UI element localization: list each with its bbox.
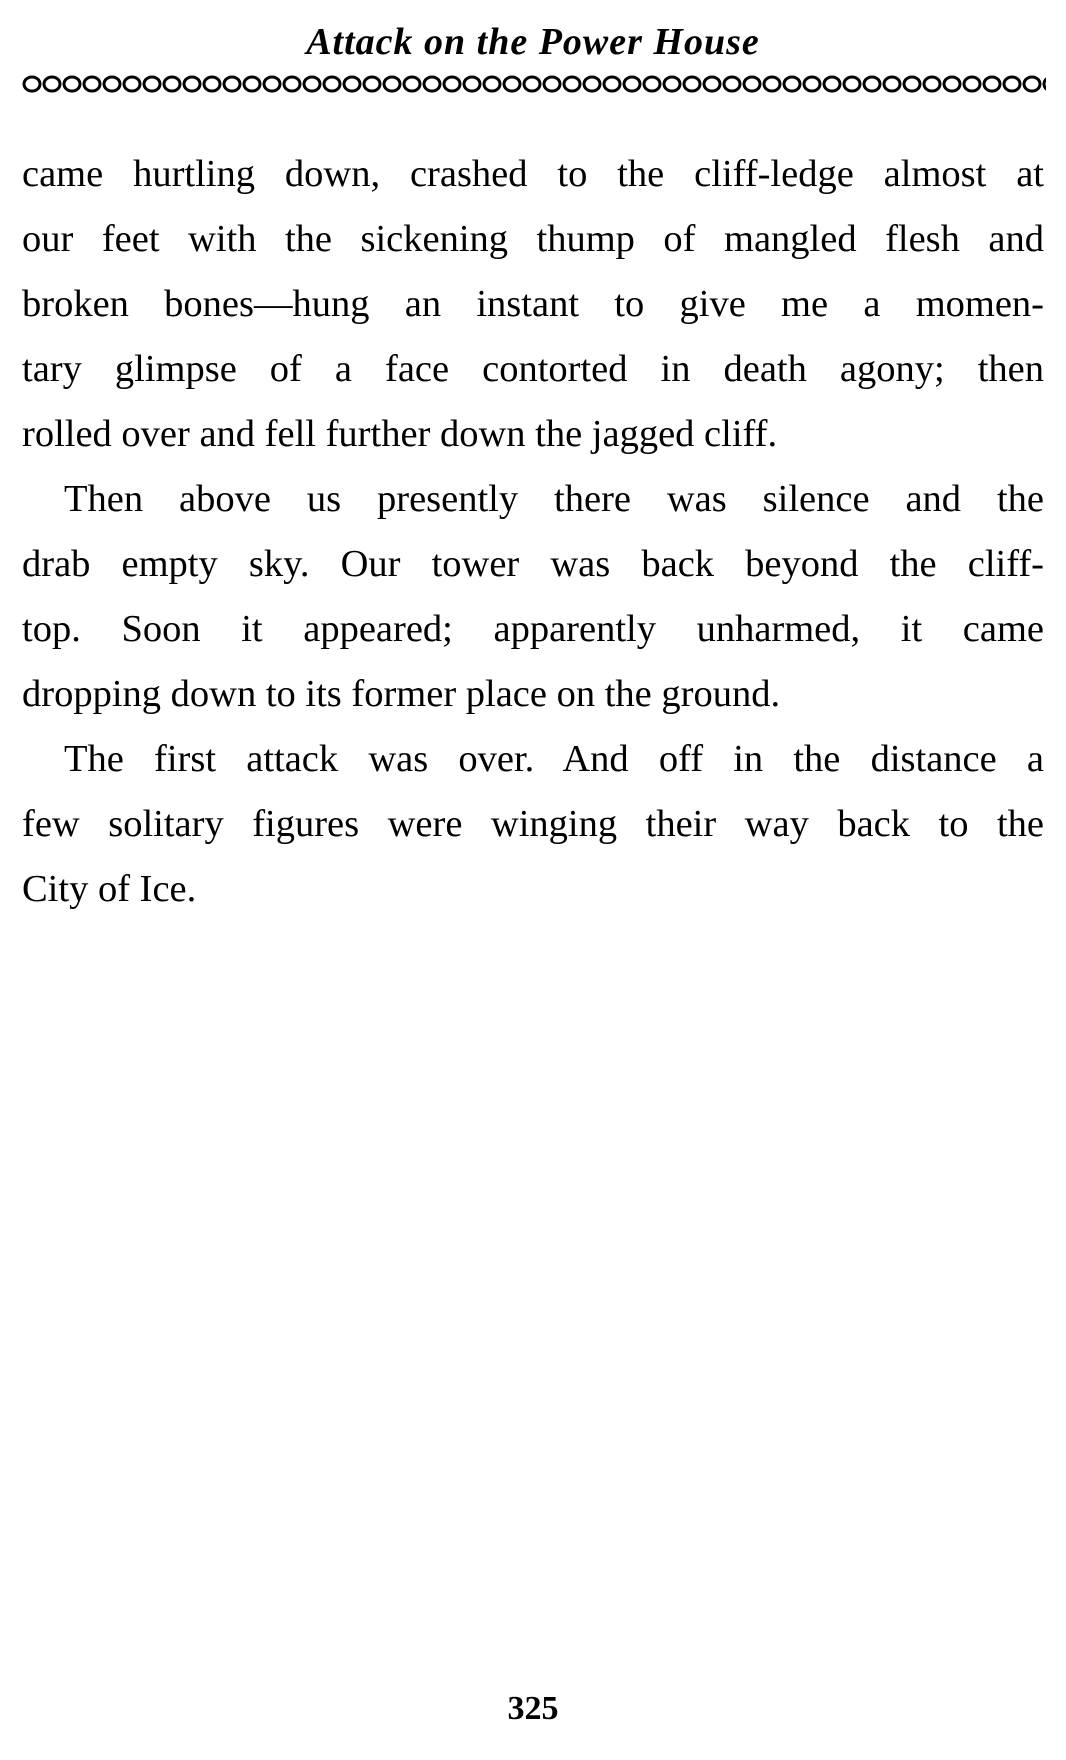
text-line: The first attack was over. And off in the distance a: [64, 738, 1044, 780]
text-line: few solitary figures were winging their way back to the: [22, 803, 1044, 845]
paragraph-3: [22, 727, 1044, 922]
text-line: top. Soon it appeared; apparently unharmed, it came: [22, 608, 1044, 650]
text-line: rolled over and fell further down the jagged cliff.: [22, 413, 778, 455]
text-line: Then above us presently there was silence and the: [64, 478, 1044, 520]
body-text: [22, 142, 1044, 922]
chain-ornament-rule: [22, 70, 1046, 98]
paragraph-2: [22, 467, 1044, 727]
text-line: tary glimpse of a face contorted in death agony; then: [22, 348, 1044, 390]
text-line: drab empty sky. Our tower was back beyond the cliff-: [22, 543, 1044, 585]
text-line: dropping down to its former place on the ground.: [22, 673, 781, 715]
text-line: came hurtling down, crashed to the cliff-ledge almost at: [22, 153, 1044, 195]
text-line: our feet with the sickening thump of mangled flesh and: [22, 218, 1044, 260]
text-line: City of Ice.: [22, 868, 197, 910]
text-line: broken bones—hung an instant to give me a momen-: [22, 283, 1044, 325]
page-number: 325: [507, 1690, 559, 1727]
running-head: Attack on the Power House: [306, 21, 760, 63]
paragraph-1: [22, 142, 1044, 467]
